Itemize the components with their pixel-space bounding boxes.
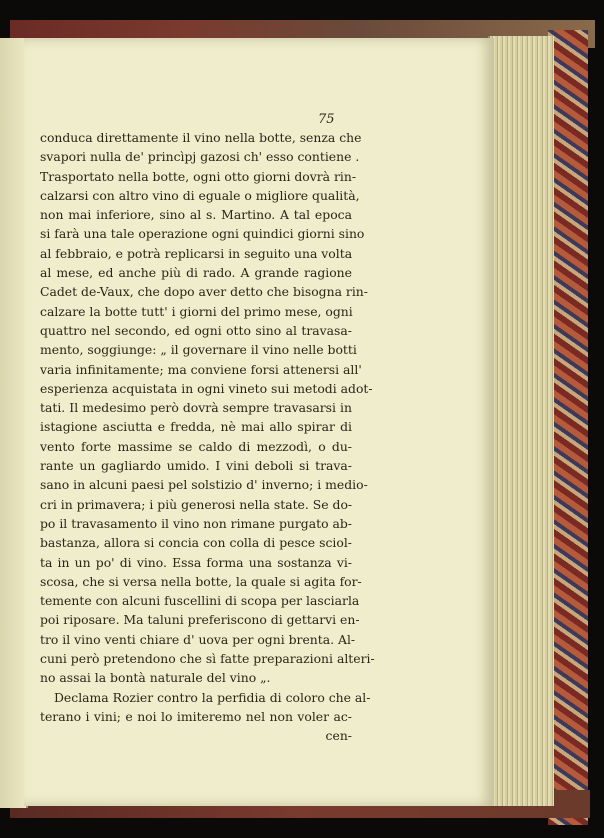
body-text: [40, 128, 375, 746]
text-line: al mese, ed anche più di rado. A grande ragione: [40, 265, 352, 281]
page-number: 75: [318, 112, 335, 127]
text-line: poi riposare. Ma taluni preferiscono di gettarvi en-: [40, 612, 360, 628]
text-line: esperienza acquistata in ogni vineto sui metodi adot-: [40, 380, 373, 396]
text-line: calzare la botte tutt' i giorni del primo mese, ogni: [40, 303, 353, 319]
text-line: non mai inferiore, sino al s. Martino. A tal epoca: [40, 207, 352, 223]
text-line: mento, soggiunge: „ il governare il vino nelle botti: [40, 342, 357, 358]
catchword: cen-: [325, 728, 352, 744]
text-line: cri in primavera; i più generosi nella state. Se do-: [40, 496, 353, 512]
text-line: Trasportato nella botte, ogni otto giorni dovrà rin-: [40, 168, 357, 184]
text-line: temente con alcuni fuscellini di scopa per lasciarla: [40, 593, 360, 609]
text-line: svapori nulla de' princìpj gazosi ch' esso contiene .: [40, 149, 360, 165]
text-line: istagione asciutta e fredda, nè mai allo spirar di: [40, 419, 352, 435]
text-line: tro il vino venti chiare d' uova per ogni brenta. Al-: [40, 631, 356, 647]
text-line: varia infinitamente; ma conviene forsi attenersi all': [40, 361, 362, 377]
text-line: scosa, che si versa nella botte, la quale si agita for-: [40, 573, 362, 589]
text-line: tati. Il medesimo però dovrà sempre travasarsi in: [40, 400, 352, 416]
text-line: cuni però pretendono che sì fatte preparazioni alteri-: [40, 651, 375, 667]
text-line: rante un gagliardo umido. I vini deboli si trava-: [40, 458, 352, 474]
marbled-cover-edge: [548, 30, 588, 825]
text-line: terano i vini; e noi lo imiteremo nel non voler ac-: [40, 708, 352, 724]
text-line: ta in un po' di vino. Essa forma una sostanza vi-: [40, 554, 352, 570]
text-line: Cadet de-Vaux, che dopo aver detto che bisogna rin-: [40, 284, 368, 300]
text-line: quattro nel secondo, ed ogni otto sino al travasa-: [40, 322, 352, 338]
text-line: no assai la bontà naturale del vino „.: [40, 670, 271, 686]
text-line: calzarsi con altro vino di eguale o migliore qualità,: [40, 187, 360, 203]
text-line: Declama Rozier contro la perfidia di coloro che al-: [54, 689, 371, 705]
text-line: si farà una tale operazione ogni quindici giorni sino: [40, 226, 365, 242]
text-line: conduca direttamente il vino nella botte, senza che: [40, 130, 362, 145]
text-line: sano in alcuni paesi pel solstizio d' inverno; i medio-: [40, 477, 368, 493]
page-block-edges: [488, 36, 554, 806]
text-line: po il travasamento il vino non rimane purgato ab-: [40, 515, 352, 531]
text-line: bastanza, allora si concia con colla di pesce sciol-: [40, 535, 352, 551]
text-line: al febbraio, e potrà replicarsi in seguito una volta: [40, 245, 353, 261]
text-line: vento forte massime se caldo di mezzodì, o du-: [40, 438, 352, 454]
